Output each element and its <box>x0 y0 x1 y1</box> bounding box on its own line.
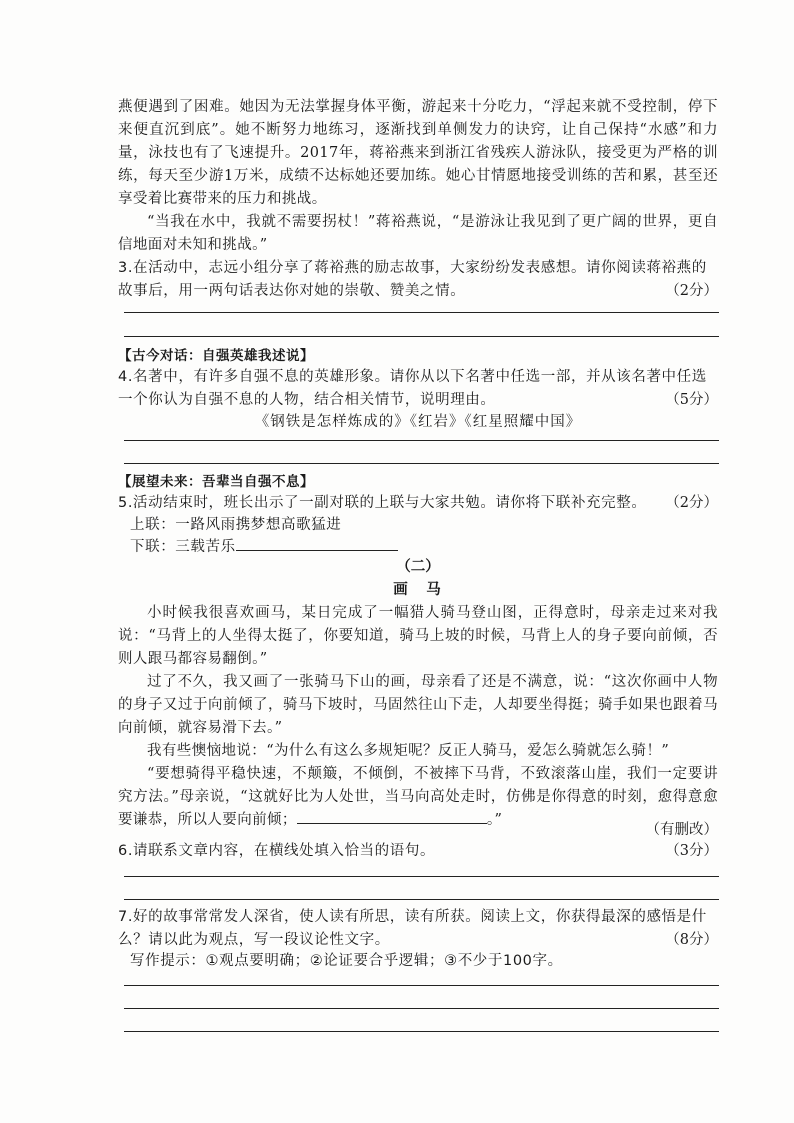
answer-line[interactable] <box>124 899 719 900</box>
question-number: 3. <box>118 260 134 276</box>
question-score: （2分） <box>665 282 718 299</box>
section-title: 【古今对话：自强英雄我述说】 <box>118 348 314 364</box>
question-text: 名著中，有许多自强不息的英雄形象。请你从以下名著中任选一部，并从该名著中任选一个你认为自强不息的人物，结合相关情节，说明理由。 <box>118 369 707 408</box>
section-title: 【展望未来：吾辈当自强不息】 <box>118 474 314 490</box>
couplet-upper: 上联：一路风雨携梦想高歌猛进 <box>130 517 342 533</box>
question-text: 请联系文章内容，在横线处填入恰当的语句。 <box>133 843 436 859</box>
passage-paragraph: 燕便遇到了困难。她因为无法掌握身体平衡，游起来十分吃力，“浮起来就不受控制，停下来便直沉到底”。她不断努力地练习，逐渐找到单侧发力的诀窍，让自己保持“水感”和力量，泳技也有了飞速提升。2017年，蒋裕燕来到浙江省残疾人游泳队，接受更为严格的训练，每天至少游1万米，成绩不达标她还要加练。她心甘情愿地接受训练的苦和累，甚至还享受着比赛带来的压力和挑战。 <box>118 99 718 207</box>
question-5 <box>118 492 718 515</box>
question-text: 活动结束时，班长出示了一副对联的上联与大家共勉。请你将下联补充完整。 <box>133 495 647 511</box>
answer-line[interactable] <box>124 876 719 877</box>
answer-line[interactable] <box>124 440 719 441</box>
story-text: “要想骑得平稳快速，不颠簸，不倾倒，不被摔下马背，不致滚落山崖，我们一定要讲究方法。”母亲说，“这就好比为人处世，当马向高处走时，仿佛是你得意的时刻，愈得意愈要谦恭，所以人要向前倾； <box>118 766 718 828</box>
story-paragraph: 小时候我很喜欢画马，某日完成了一幅猎人骑马登山图，正得意时，母亲走过来对我说：“马背上的人坐得太挺了，你要知道，骑马上坡的时候，马背上人的身子要向前倾，否则人跟马都容易翻倒。” <box>118 605 718 667</box>
question-7 <box>118 906 718 951</box>
part-label: （二） <box>396 559 440 575</box>
answer-line[interactable] <box>124 985 719 986</box>
answer-line[interactable] <box>124 312 719 313</box>
story-body <box>118 602 718 832</box>
question-number: 4. <box>118 369 134 385</box>
question-score: （8分） <box>665 931 718 948</box>
answer-line[interactable] <box>124 336 719 337</box>
passage-continuation <box>118 96 718 257</box>
question-score: （3分） <box>665 843 718 859</box>
question-number: 6. <box>118 843 134 859</box>
answer-line[interactable] <box>124 1031 719 1032</box>
question-6 <box>118 840 718 863</box>
question-4 <box>118 366 718 411</box>
question-text: 好的故事常常发人深省，使人读有所思，读有所获。阅读上文，你获得最深的感悟是什么？请以此为观点，写一段议论性文字。 <box>118 909 707 948</box>
question-score: （2分） <box>665 495 718 511</box>
answer-line[interactable] <box>124 463 719 464</box>
question-text: 在活动中，志远小组分享了蒋裕燕的励志故事，大家纷纷发表感想。请你阅读蒋裕燕的故事后，用一两句话表达你对她的崇敬、赞美之情。 <box>118 260 707 299</box>
story-paragraph: 我有些懊恼地说：“为什么有这么多规矩呢？反正人骑马，爱怎么骑就怎么骑！” <box>147 743 670 759</box>
question-number: 7. <box>118 909 134 925</box>
story-paragraph: 过了不久，我又画了一张骑马下山的画，母亲看了还是不满意，说：“这次你画中人物的身子又过于向前倾了，骑马下坡时，马固然往山下走，人却要坐得挺；骑手如果也跟着马向前倾，就容易滑下去。” <box>118 674 718 736</box>
question-3 <box>118 257 718 302</box>
story-title: 画 马 <box>393 582 443 598</box>
passage-paragraph: “当我在水中，我就不需要拐杖！”蒋裕燕说，“是游泳让我见到了更广阔的世界，更自信地面对未知和挑战。” <box>118 214 718 253</box>
question-number: 5. <box>118 495 134 511</box>
story-text: 。” <box>486 812 503 828</box>
writing-hint: 写作提示：①观点要明确；②论证要合乎逻辑；③不少于100字。 <box>130 953 563 969</box>
couplet-blank[interactable] <box>236 537 398 551</box>
edit-note: （有删改） <box>645 822 718 838</box>
book-list: 《钢铁是怎样炼成的》《红岩》《红星照耀中国》 <box>254 414 582 430</box>
question-score: （5分） <box>665 391 718 408</box>
answer-line[interactable] <box>124 1008 719 1009</box>
couplet-lower-label: 下联：三载苦乐 <box>130 539 236 555</box>
